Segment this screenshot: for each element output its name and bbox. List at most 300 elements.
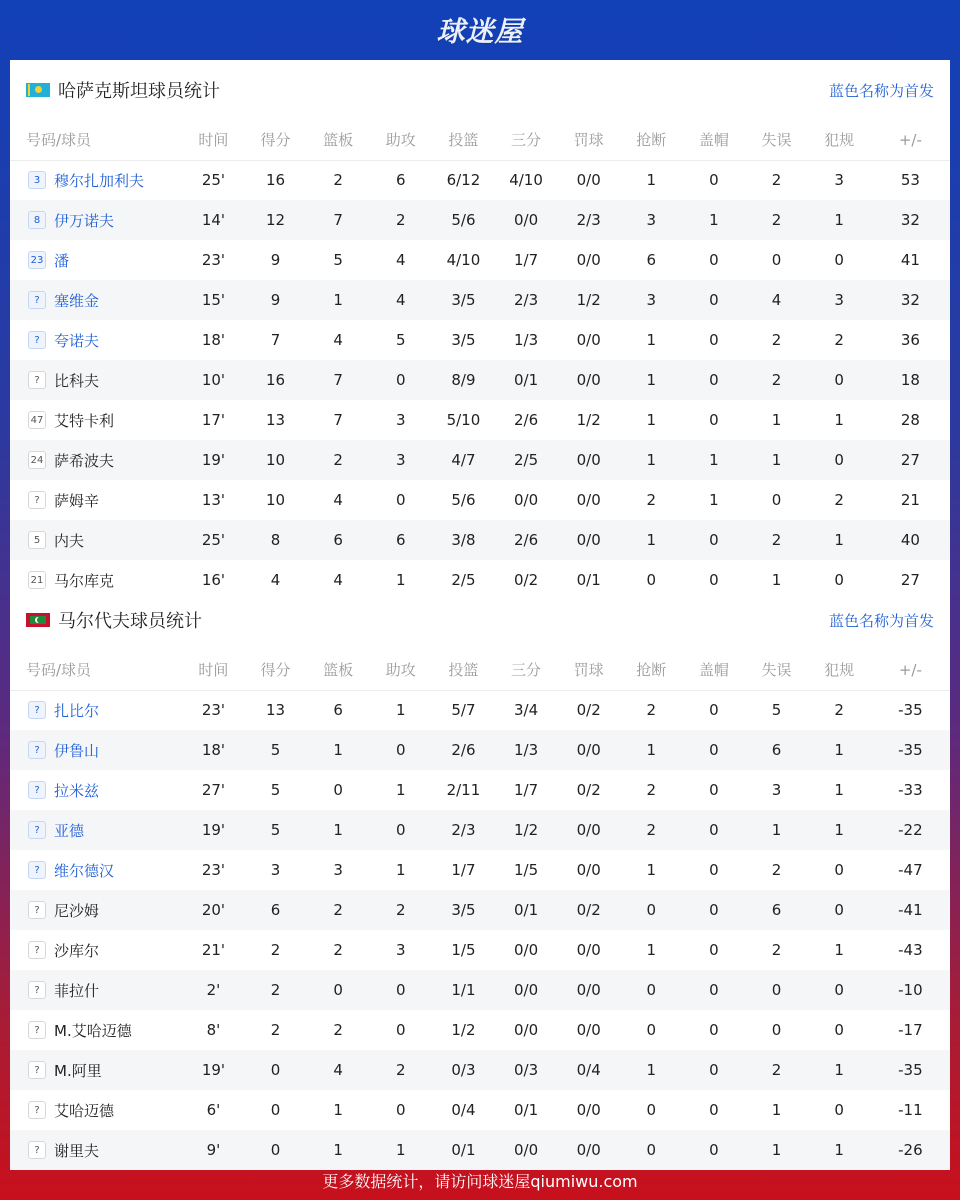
- stat-cell: 7: [307, 360, 370, 400]
- stat-cell: 0: [808, 970, 871, 1010]
- jersey-number-badge: 21: [28, 571, 46, 589]
- stat-cell: 5: [244, 810, 306, 850]
- stat-cell: 2/3: [557, 200, 620, 240]
- section-header: [10, 60, 950, 120]
- stat-cell: 0/4: [451, 1101, 476, 1119]
- stat-cell: 3: [270, 861, 281, 879]
- stat-cell: 8': [206, 1021, 221, 1039]
- stat-cell: 1: [620, 360, 682, 400]
- player-name-link[interactable]: M.艾哈迈德: [54, 1021, 132, 1040]
- stat-cell: 27: [871, 440, 950, 480]
- column-header: 失误: [745, 650, 807, 690]
- stat-cell: 2: [333, 941, 343, 959]
- stat-cell: 1: [620, 440, 682, 480]
- column-header: 犯规: [808, 650, 871, 690]
- jersey-number-badge: ?: [28, 781, 46, 799]
- stat-cell: 0: [682, 810, 745, 850]
- stat-cell: 0: [771, 1021, 782, 1039]
- column-header: 盖帽: [682, 120, 745, 160]
- stat-cell: 4/10: [446, 251, 481, 269]
- stat-cell: 0: [396, 491, 406, 509]
- player-name-link[interactable]: 谢里夫: [54, 1141, 100, 1160]
- jersey-number-badge: 3: [28, 171, 46, 189]
- stat-cell: 2: [745, 200, 807, 240]
- starter-note: 蓝色名称为首发: [828, 81, 934, 100]
- stat-cell: 0/0: [557, 360, 620, 400]
- stat-cell: 0: [333, 781, 343, 799]
- stat-cell: 1/2: [495, 810, 557, 850]
- stat-cell: 0: [307, 970, 370, 1010]
- stat-cell: 0: [646, 1021, 657, 1039]
- stat-cell: 19': [182, 1050, 244, 1090]
- column-header: 得分: [244, 650, 306, 690]
- stat-cell: 2: [370, 890, 432, 930]
- stat-cell: -35: [898, 701, 923, 720]
- stat-cell: 0: [682, 520, 745, 560]
- column-header: +/-: [871, 650, 950, 690]
- column-header: 盖帽: [682, 650, 745, 690]
- player-name-link[interactable]: 马尔库克: [54, 571, 115, 590]
- stat-cell: -47: [898, 861, 923, 879]
- stat-cell: 1: [771, 1101, 782, 1119]
- stat-cell: 16': [201, 571, 226, 589]
- player-cell: [10, 850, 182, 890]
- stat-cell: 0: [709, 411, 719, 429]
- stat-cell: 5: [771, 701, 782, 720]
- stat-cell: 0/2: [513, 571, 539, 589]
- stat-cell: 32: [871, 200, 950, 240]
- stat-cell: 3: [771, 781, 782, 799]
- stat-cell: 2: [834, 331, 844, 349]
- table-row: [10, 280, 950, 320]
- stat-cell: 2/5: [451, 571, 476, 589]
- stat-cell: 1: [771, 571, 782, 589]
- player-cell: [10, 1010, 182, 1050]
- stat-cell: 16: [266, 171, 286, 190]
- stat-cell: 0: [745, 970, 807, 1010]
- stat-cell: 1: [682, 440, 745, 480]
- column-header: 投篮: [432, 650, 495, 690]
- stat-cell: 0/0: [576, 861, 601, 879]
- stat-cell: 10': [182, 360, 244, 400]
- stat-cell: 53: [900, 171, 920, 190]
- stat-cell: 1/5: [451, 941, 476, 959]
- player-cell: [10, 1090, 182, 1130]
- stat-cell: 0: [771, 491, 782, 509]
- player-cell: [10, 730, 182, 770]
- stat-cell: 6: [307, 520, 370, 560]
- stat-cell: 27: [900, 571, 920, 589]
- table-row: [10, 360, 950, 400]
- stat-cell: 0: [682, 730, 745, 770]
- stat-cell: -10: [871, 970, 950, 1010]
- table-row: [10, 890, 950, 930]
- player-cell: [10, 770, 182, 810]
- player-name-link[interactable]: 艾哈迈德: [54, 1101, 115, 1120]
- stat-cell: 2: [307, 890, 370, 930]
- column-header: 三分: [495, 120, 557, 160]
- column-header: 罚球: [557, 650, 620, 690]
- player-name-link[interactable]: 夸诺夫: [54, 331, 100, 350]
- stat-cell: -22: [871, 810, 950, 850]
- stat-cell: 1: [307, 280, 370, 320]
- table-row: [10, 730, 950, 770]
- stat-cell: 1: [646, 941, 657, 959]
- stats-card: [10, 60, 950, 1160]
- stat-cell: 2/6: [495, 520, 557, 560]
- stat-cell: 6': [206, 1101, 221, 1119]
- stat-cell: 6: [646, 251, 657, 269]
- stat-cell: 23': [201, 861, 226, 879]
- jersey-number-badge: ?: [28, 701, 46, 719]
- stat-cell: 3: [396, 941, 406, 959]
- stat-cell: 2/6: [513, 411, 539, 429]
- table-row: [10, 930, 950, 970]
- stat-cell: 4: [396, 251, 406, 269]
- stat-cell: 0: [709, 571, 719, 589]
- stat-cell: 1: [745, 440, 807, 480]
- stat-cell: 4/10: [509, 171, 543, 190]
- stat-cell: 1/7: [451, 861, 476, 879]
- stat-cell: 4: [270, 571, 281, 589]
- stat-cell: 1: [333, 1101, 343, 1119]
- stat-cell: 3: [808, 280, 871, 320]
- stat-cell: 0: [620, 890, 682, 930]
- table-row: [10, 160, 950, 200]
- stat-cell: 0: [244, 1050, 306, 1090]
- stat-cell: 0: [244, 1130, 306, 1170]
- stat-cell: 0: [682, 280, 745, 320]
- player-cell: [10, 970, 182, 1010]
- stat-cell: 0: [808, 890, 871, 930]
- stat-cell: 18: [871, 360, 950, 400]
- stat-cell: 8: [244, 520, 306, 560]
- stat-cell: 3: [834, 171, 844, 190]
- player-cell: [10, 400, 182, 440]
- player-stats-table: [10, 120, 950, 600]
- stat-cell: 4: [333, 571, 343, 589]
- stat-cell: 0/1: [495, 890, 557, 930]
- top-banner: [0, 0, 960, 60]
- stat-cell: 2: [771, 331, 782, 349]
- stat-cell: 0/0: [557, 440, 620, 480]
- player-name-link[interactable]: 亚德: [54, 821, 85, 840]
- stat-cell: 4: [333, 491, 343, 509]
- stat-cell: 4: [370, 280, 432, 320]
- stat-cell: 5/10: [446, 411, 481, 429]
- stat-cell: 4: [745, 280, 807, 320]
- player-name-link[interactable]: 沙库尔: [54, 941, 100, 960]
- stat-cell: 4: [333, 331, 343, 349]
- stat-cell: 2: [745, 360, 807, 400]
- column-header: 投篮: [432, 120, 495, 160]
- stat-cell: 0: [620, 970, 682, 1010]
- stat-cell: 1: [745, 1130, 807, 1170]
- stat-cell: 3: [333, 861, 343, 879]
- stat-cell: 2: [307, 440, 370, 480]
- stat-cell: 0/0: [576, 491, 601, 509]
- stat-cell: 0: [834, 861, 844, 879]
- table-row: [10, 850, 950, 890]
- site-logo[interactable]: 球迷屋: [436, 15, 524, 48]
- column-header: 抢断: [620, 650, 682, 690]
- stat-cell: 3/5: [432, 890, 495, 930]
- stat-cell: 0: [370, 730, 432, 770]
- stat-cell: 1/3: [495, 730, 557, 770]
- player-name-link[interactable]: 艾特卡利: [54, 411, 115, 430]
- stat-cell: 41: [900, 251, 920, 269]
- column-header: 罚球: [557, 120, 620, 160]
- stat-cell: 0/2: [557, 890, 620, 930]
- stat-cell: 1/2: [576, 411, 601, 429]
- stat-cell: 15': [182, 280, 244, 320]
- stat-cell: 0: [682, 360, 745, 400]
- stat-cell: 21': [201, 941, 226, 959]
- stat-cell: 7: [270, 331, 281, 349]
- stat-cell: 14': [182, 200, 244, 240]
- column-header: +/-: [871, 120, 950, 160]
- jersey-number-badge: ?: [28, 901, 46, 919]
- jersey-number-badge: ?: [28, 291, 46, 309]
- stat-cell: 1: [834, 941, 844, 959]
- player-name-link[interactable]: M.阿里: [54, 1061, 102, 1080]
- jersey-number-badge: ?: [28, 861, 46, 879]
- column-header: 抢断: [620, 120, 682, 160]
- stat-cell: 2: [370, 200, 432, 240]
- player-name-link[interactable]: 伊鲁山: [54, 741, 100, 760]
- stat-cell: 2: [333, 1021, 343, 1039]
- table-body: [10, 690, 950, 1170]
- stat-cell: 0: [709, 251, 719, 269]
- player-name-link[interactable]: 菲拉什: [54, 981, 100, 1000]
- stat-cell: 2: [244, 970, 306, 1010]
- column-header: 助攻: [370, 650, 432, 690]
- player-name-link[interactable]: 拉米兹: [54, 781, 100, 800]
- stat-cell: -26: [871, 1130, 950, 1170]
- stat-cell: 9: [270, 251, 281, 269]
- stat-cell: 2: [745, 520, 807, 560]
- stat-cell: 1/1: [432, 970, 495, 1010]
- stat-cell: 5/7: [451, 701, 476, 720]
- table-row: [10, 400, 950, 440]
- table-row: [10, 690, 950, 730]
- column-header: 三分: [495, 650, 557, 690]
- stat-cell: 2: [270, 941, 281, 959]
- kazakhstan-flag-icon: [26, 83, 50, 97]
- jersey-number-badge: 8: [28, 211, 46, 229]
- player-name-link[interactable]: 扎比尔: [54, 701, 100, 720]
- stat-cell: 0/4: [557, 1050, 620, 1090]
- table-header-row: [10, 650, 950, 690]
- stat-cell: 1: [808, 810, 871, 850]
- stat-cell: 0/3: [432, 1050, 495, 1090]
- stat-cell: 1/3: [513, 331, 539, 349]
- stat-cell: 0/0: [557, 520, 620, 560]
- stat-cell: 6: [244, 890, 306, 930]
- column-header: 号码/球员: [10, 650, 182, 690]
- stat-cell: 3: [396, 411, 406, 429]
- stat-cell: 2/5: [495, 440, 557, 480]
- stat-cell: 3: [370, 440, 432, 480]
- stat-cell: 6: [333, 701, 343, 720]
- jersey-number-badge: ?: [28, 981, 46, 999]
- table-row: [10, 770, 950, 810]
- player-name-link[interactable]: 伊万诺夫: [54, 211, 115, 230]
- column-header: 号码/球员: [10, 120, 182, 160]
- stat-cell: 0/0: [513, 1021, 539, 1039]
- stat-cell: -33: [898, 781, 923, 799]
- stat-cell: 5/6: [432, 200, 495, 240]
- stat-cell: 17': [201, 411, 226, 429]
- table-row: [10, 970, 950, 1010]
- player-name-link[interactable]: 比科夫: [54, 371, 100, 390]
- stat-cell: 2/6: [432, 730, 495, 770]
- stat-cell: 1/7: [513, 781, 539, 799]
- section-title: 马尔代夫球员统计: [58, 611, 202, 632]
- player-name-link[interactable]: 内夫: [54, 531, 85, 550]
- stat-cell: 0/0: [576, 331, 601, 349]
- stat-cell: 0: [834, 1021, 844, 1039]
- player-name-link[interactable]: 萨希波夫: [54, 451, 115, 470]
- column-header: 助攻: [370, 120, 432, 160]
- stat-cell: -41: [871, 890, 950, 930]
- stat-cell: 0/1: [513, 1101, 539, 1119]
- stat-cell: 1: [620, 520, 682, 560]
- stat-cell: 28: [900, 411, 920, 429]
- stat-cell: 0: [709, 1101, 719, 1119]
- stat-cell: 27': [201, 781, 226, 799]
- stat-cell: 0/0: [576, 251, 601, 269]
- stat-cell: 0: [682, 1050, 745, 1090]
- column-header: 时间: [182, 120, 244, 160]
- stat-cell: 10: [244, 440, 306, 480]
- table-row: [10, 440, 950, 480]
- stat-cell: 2: [646, 491, 657, 509]
- stat-cell: 10: [266, 491, 286, 509]
- stat-cell: 0/0: [513, 941, 539, 959]
- stat-cell: 3: [620, 280, 682, 320]
- stat-cell: 1/5: [513, 861, 539, 879]
- stat-cell: 0: [682, 1130, 745, 1170]
- stat-cell: -11: [898, 1101, 923, 1119]
- table-header-row: [10, 120, 950, 160]
- stat-cell: 5: [333, 251, 343, 269]
- table-row: [10, 520, 950, 560]
- stat-cell: 0/0: [557, 1130, 620, 1170]
- stat-cell: 0/0: [557, 810, 620, 850]
- player-cell: [10, 480, 182, 520]
- jersey-number-badge: ?: [28, 1141, 46, 1159]
- stat-cell: 0: [709, 171, 719, 190]
- stat-cell: 1: [646, 331, 657, 349]
- player-name-link[interactable]: 穆尔扎加利夫: [54, 171, 145, 190]
- player-name-link[interactable]: 塞维金: [54, 291, 100, 310]
- stat-cell: 3: [620, 200, 682, 240]
- stat-cell: 2': [182, 970, 244, 1010]
- stat-cell: 1: [834, 411, 844, 429]
- stat-cell: 1: [307, 730, 370, 770]
- player-cell: [10, 440, 182, 480]
- jersey-number-badge: 47: [28, 411, 46, 429]
- player-name-link[interactable]: 维尔德汉: [54, 861, 115, 880]
- stat-cell: 4: [307, 1050, 370, 1090]
- stat-cell: 0/2: [576, 781, 601, 799]
- stat-cell: 1: [682, 200, 745, 240]
- stat-cell: 1: [620, 730, 682, 770]
- stat-cell: 5: [396, 331, 406, 349]
- stat-cell: 1: [396, 701, 406, 720]
- stat-cell: 0: [709, 1021, 719, 1039]
- stat-cell: 9: [244, 280, 306, 320]
- stat-cell: 2/3: [432, 810, 495, 850]
- stat-cell: 0: [370, 360, 432, 400]
- stat-cell: 0/0: [495, 970, 557, 1010]
- stat-cell: 2: [771, 171, 782, 190]
- stat-cell: 2: [646, 781, 657, 799]
- stat-cell: 0: [396, 1101, 406, 1119]
- stat-cell: 36: [900, 331, 920, 349]
- footer-banner: [0, 1160, 960, 1200]
- player-name-link[interactable]: 萨姆辛: [54, 491, 100, 510]
- table-row: [10, 240, 950, 280]
- stat-cell: 23': [201, 251, 226, 269]
- player-cell: [10, 240, 182, 280]
- table-body: [10, 160, 950, 600]
- stat-cell: 6: [396, 171, 406, 190]
- stat-cell: 0/0: [576, 1101, 601, 1119]
- stat-cell: 12: [244, 200, 306, 240]
- stat-cell: 0: [834, 251, 844, 269]
- stat-cell: 5: [244, 730, 306, 770]
- stat-cell: 0/0: [576, 171, 601, 190]
- player-name-link[interactable]: 尼沙姆: [54, 901, 100, 920]
- stat-cell: 20': [182, 890, 244, 930]
- stat-cell: 2: [646, 701, 657, 720]
- stat-cell: 1: [834, 781, 844, 799]
- column-header: 时间: [182, 650, 244, 690]
- jersey-number-badge: ?: [28, 491, 46, 509]
- stat-cell: 2: [370, 1050, 432, 1090]
- stat-cell: 0: [834, 1101, 844, 1119]
- stat-cell: -35: [871, 1050, 950, 1090]
- column-header: 篮板: [307, 650, 370, 690]
- stat-cell: 1/2: [557, 280, 620, 320]
- stat-cell: 2: [333, 171, 343, 190]
- stat-cell: 2: [270, 1021, 281, 1039]
- footer-link-text[interactable]: 更多数据统计，请访问球迷屋qiumiwu.com: [322, 1171, 638, 1191]
- stat-cell: 1: [307, 810, 370, 850]
- stat-cell: 1: [396, 571, 406, 589]
- stat-cell: 0: [682, 970, 745, 1010]
- stat-cell: 13: [266, 411, 286, 429]
- player-cell: [10, 200, 182, 240]
- table-row: [10, 320, 950, 360]
- stat-cell: 0: [270, 1101, 281, 1119]
- player-name-link[interactable]: 潘: [54, 251, 70, 270]
- stat-cell: 1: [808, 1050, 871, 1090]
- stat-cell: -43: [898, 941, 923, 959]
- stat-cell: 3/8: [432, 520, 495, 560]
- jersey-number-badge: ?: [28, 821, 46, 839]
- stat-cell: 0: [771, 251, 782, 269]
- stat-cell: 2: [834, 491, 844, 509]
- player-cell: [10, 930, 182, 970]
- player-cell: [10, 690, 182, 730]
- stat-cell: 4/7: [432, 440, 495, 480]
- stat-cell: 19': [182, 810, 244, 850]
- jersey-number-badge: ?: [28, 741, 46, 759]
- stat-cell: 1/2: [451, 1021, 476, 1039]
